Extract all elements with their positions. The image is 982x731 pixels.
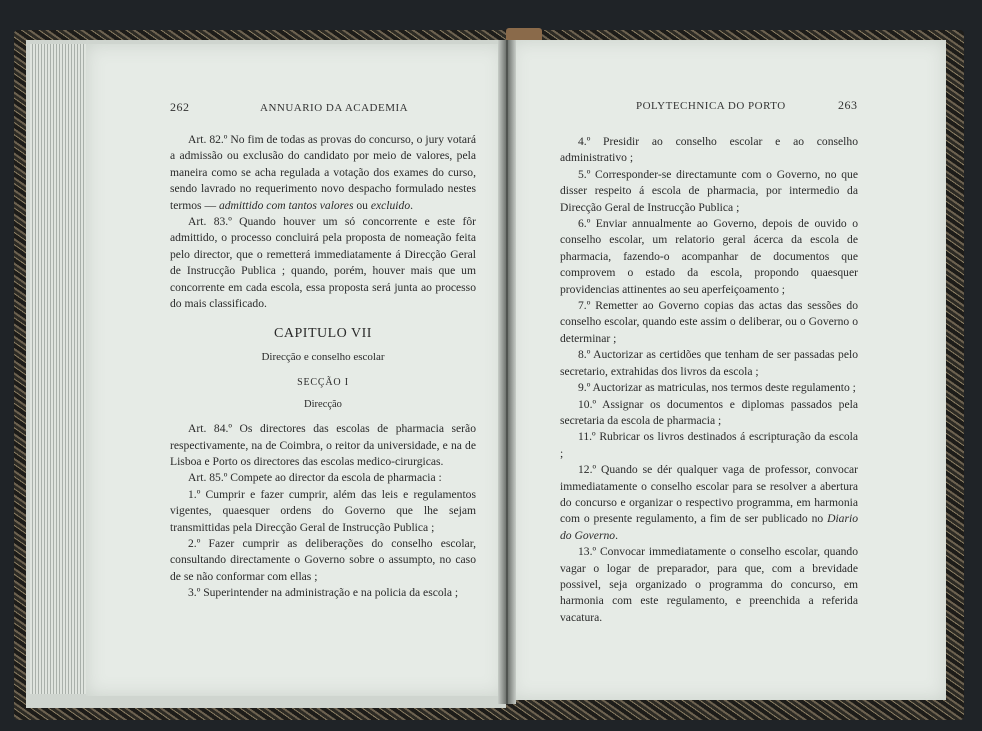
chapter-subtitle: Direcção e conselho escolar: [261, 350, 385, 363]
list-item: 11.º Rubricar os livros destinados á escripturação da escola ;: [560, 430, 858, 460]
right-body: [560, 134, 858, 626]
left-running-head: ANNUARIO DA ACADEMIA: [260, 102, 409, 114]
list-item: 9.º Auctorizar as matriculas, nos termos deste regulamento ;: [578, 381, 856, 395]
page-edges: [30, 44, 86, 694]
paragraph-art-84: Art. 84.º Os directores das escolas de pharmacia serão respectivamente, na de Coimbra, o reitor da universidade, e na de Lisboa e Porto os directores das escolas medico-cirurgicas.: [170, 422, 476, 468]
list-item: 2.º Fazer cumprir as deliberações do conselho escolar, consultando directamente o Governo sobre o assumpto, no caso de se não conformar com ellas ;: [170, 536, 476, 583]
left-page-number: 262: [170, 100, 190, 114]
book-gutter: [498, 40, 516, 704]
paragraph-art-85: Art. 85.º Compete ao director da escola de pharmacia :: [188, 471, 442, 485]
list-item: 8.º Auctorizar as certidões que tenham de ser passadas pelo secretario, extrahidas dos livros da escola ;: [560, 348, 858, 378]
list-item: 4.º Presidir ao conselho escolar e ao conselho administrativo ;: [560, 135, 858, 165]
paragraph-art-82: Art. 82.º No fim de todas as provas do concurso, o jury votará a admissão ou exclusão do candidato por meio de valores, pela maneira como se acha regulada a votação dos exames do curso, sendo lavrado no requerimento novo despacho formulado nestes termos — admittido com tantos valores ou excluido.: [170, 133, 476, 212]
list-item: 3.º Superintender na administração e na policia da escola ;: [188, 586, 459, 600]
list-item: 6.º Enviar annualmente ao Governo, depois de ouvido o conselho escolar, um relatorio geral ácerca da escola de pharmacia, fazendo-o acompanhar de documentos que comprovem o estado da escola, propondo quaesquer providencias attinentes ao seu aperfeiçoamento ;: [560, 217, 858, 296]
left-body: [170, 132, 476, 602]
section-title: SECÇÃO I: [297, 377, 349, 389]
list-item: 5.º Corresponder-se directamunte com o Governo, no que disser respeito á escola de pharmacia, por intermedio da Direcção Geral de Instrucção Publica ;: [560, 167, 858, 214]
list-item: 1.º Cumprir e fazer cumprir, além das leis e regulamentos vigentes, quaesquer ordens do Governo que lhe sejam transmittidas pela Direcção Geral de Instrucção Publica ;: [170, 487, 476, 534]
chapter-title: CAPITULO VII: [274, 326, 372, 342]
left-page: [86, 44, 504, 696]
list-item: 12.º Quando se dér qualquer vaga de professor, convocar immediatamente o conselho escolar para se resolver a abertura do concurso e organizar o respectivo programma, em harmonia com o presente regulamento, a fim de ser publicado no Diario do Governo.: [560, 463, 858, 542]
section-subtitle: Direcção: [304, 398, 342, 410]
list-item: 10.º Assignar os documentos e diplomas passados pela secretaria da escola de pharmacia ;: [560, 397, 858, 427]
right-running-head: POLYTECHNICA DO PORTO: [636, 100, 786, 112]
list-item: 13.º Convocar immediatamente o conselho escolar, quando vagar o logar de preparador, para que, com a brevidade possivel, seja organizado o programma do concurso, em harmonia com este regulamento, e preenchida a referida vacatura.: [560, 545, 858, 624]
list-item: 7.º Remetter ao Governo copias das actas das sessões do conselho escolar, quando este assim o deliberar, ou o Governo o determinar ;: [560, 299, 858, 345]
paragraph-art-83: Art. 83.º Quando houver um só concorrente e este fôr admittido, o processo concluirá pela proposta de nomeação feita pelo director, que o remetterá immediatamente á Direcção Geral de Instrucção Publica ; quando, porém, houver mais que um concorrente em cada escola, essa proposta será junta ao processo do mais classificado.: [170, 215, 476, 311]
right-page-number: 263: [838, 98, 858, 112]
right-page: [510, 40, 946, 700]
